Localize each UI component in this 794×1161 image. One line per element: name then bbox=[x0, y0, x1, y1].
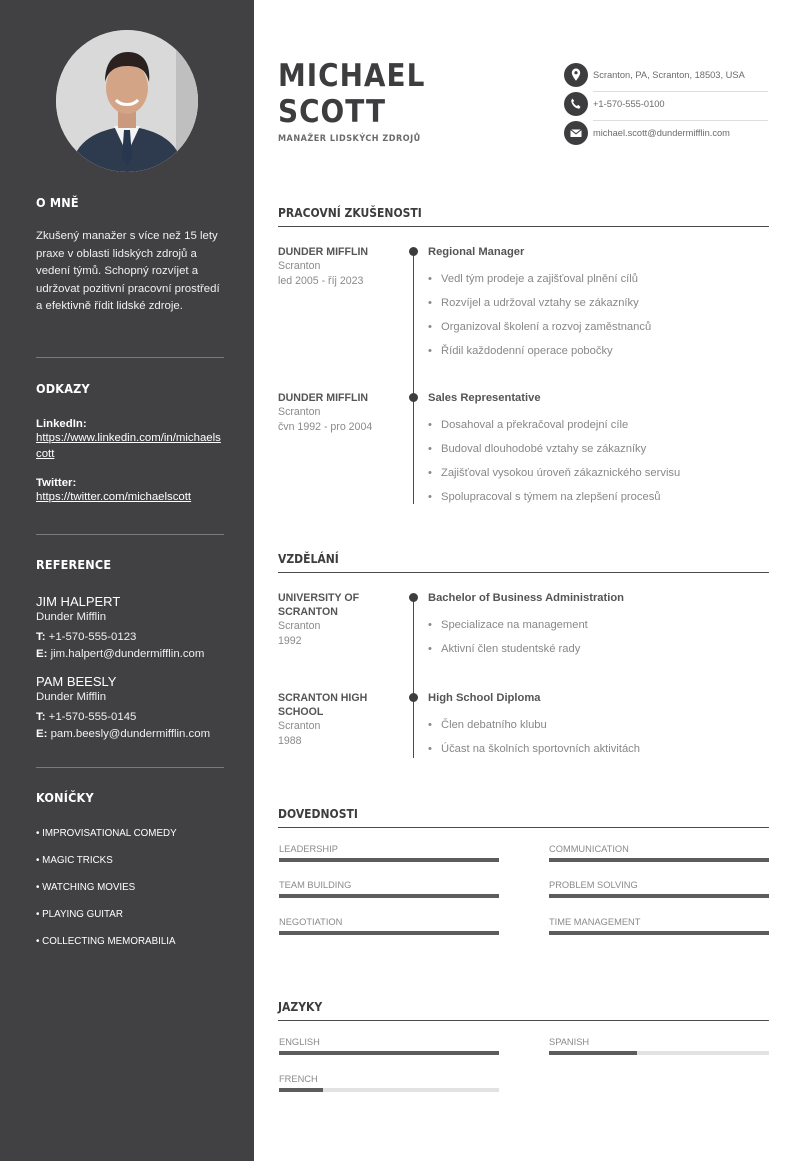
reference-company: Dunder Mifflin bbox=[36, 691, 107, 703]
contact-phone bbox=[564, 91, 768, 120]
experience-meta bbox=[278, 245, 396, 289]
divider bbox=[36, 534, 224, 535]
education-title: VZDĚLÁNÍ bbox=[278, 552, 769, 573]
skill-item bbox=[279, 844, 499, 862]
language-item bbox=[279, 1074, 499, 1092]
phone-icon bbox=[564, 92, 588, 116]
skill-bar-fill bbox=[549, 931, 769, 935]
skill-bar-fill bbox=[549, 858, 769, 862]
skill-bar bbox=[279, 894, 499, 898]
job-bullet: • Organizoval školení a rozvoj zaměstnanců bbox=[428, 315, 768, 339]
school-dates: 1992 bbox=[278, 635, 302, 647]
language-bar bbox=[549, 1051, 769, 1055]
twitter-link[interactable]: https://twitter.com/michaelscott bbox=[36, 491, 192, 503]
hobby-item: • IMPROVISATIONAL COMEDY bbox=[36, 828, 177, 839]
skill-item bbox=[549, 844, 769, 862]
skill-item bbox=[549, 880, 769, 898]
job-position: Regional Manager bbox=[428, 246, 525, 258]
education-bullet: • Člen debatního klubu bbox=[428, 713, 768, 737]
experience-title: PRACOVNÍ ZKUŠENOSTI bbox=[278, 206, 769, 227]
links-section bbox=[36, 381, 224, 505]
reference-phone: +1-570-555-0123 bbox=[48, 631, 137, 643]
hobbies-section bbox=[36, 790, 224, 963]
reference-item bbox=[36, 594, 224, 662]
language-item bbox=[279, 1037, 499, 1055]
skill-bar bbox=[279, 858, 499, 862]
divider bbox=[36, 357, 224, 358]
reference-email: jim.halpert@dundermifflin.com bbox=[50, 647, 205, 660]
about-title: O MNĚ bbox=[36, 195, 79, 210]
envelope-icon bbox=[564, 121, 588, 145]
skill-label: COMMUNICATION bbox=[549, 844, 629, 854]
degree: Bachelor of Business Administration bbox=[428, 592, 625, 604]
linkedin-link[interactable]: https://www.linkedin.com/in/michaelscott bbox=[36, 432, 221, 460]
skill-label: TIME MANAGEMENT bbox=[549, 917, 641, 927]
reference-phone: +1-570-555-0145 bbox=[48, 711, 137, 723]
education-meta bbox=[278, 591, 396, 649]
job-bullet: • Spolupracoval s týmem na zlepšení procesů bbox=[428, 485, 768, 509]
company-name: DUNDER MIFFLIN bbox=[278, 392, 369, 404]
language-item bbox=[549, 1037, 769, 1055]
skill-bar-fill bbox=[279, 931, 499, 935]
school-name: UNIVERSITY OF SCRANTON bbox=[278, 592, 360, 618]
profile-photo bbox=[56, 30, 198, 172]
reference-email: pam.beesly@dundermifflin.com bbox=[50, 727, 211, 740]
skill-item bbox=[549, 917, 769, 935]
skill-bar bbox=[549, 858, 769, 862]
school-dates: 1988 bbox=[278, 735, 302, 747]
reference-name: JIM HALPERT bbox=[36, 594, 121, 609]
reference-company: Dunder Mifflin bbox=[36, 611, 107, 623]
timeline-dot bbox=[409, 693, 418, 702]
skill-label: LEADERSHIP bbox=[279, 844, 338, 854]
experience-details bbox=[428, 391, 768, 509]
language-bar bbox=[279, 1051, 499, 1055]
skill-label: NEGOTIATION bbox=[279, 917, 343, 927]
school-name: SCRANTON HIGH SCHOOL bbox=[278, 692, 368, 718]
job-bullet: • Rozvíjel a udržoval vztahy se zákazníky bbox=[428, 291, 768, 315]
job-position: Sales Representative bbox=[428, 392, 541, 404]
skill-item bbox=[279, 880, 499, 898]
company-name: DUNDER MIFFLIN bbox=[278, 246, 369, 258]
reference-phone-label: T: bbox=[36, 711, 46, 723]
reference-item bbox=[36, 674, 224, 742]
language-bar bbox=[279, 1088, 499, 1092]
twitter-label: Twitter: bbox=[36, 477, 77, 489]
experience-meta bbox=[278, 391, 396, 435]
experience-details bbox=[428, 245, 768, 363]
education-bullet: • Aktivní člen studentské rady bbox=[428, 637, 768, 661]
job-bullet: • Vedl tým prodeje a zajišťoval plnění cílů bbox=[428, 267, 768, 291]
education-details bbox=[428, 691, 768, 761]
degree: High School Diploma bbox=[428, 692, 541, 704]
address-text: Scranton, PA, Scranton, 18503, USA bbox=[593, 70, 745, 80]
education-meta bbox=[278, 691, 396, 749]
hobby-item: • MAGIC TRICKS bbox=[36, 855, 113, 866]
language-bar-fill bbox=[549, 1051, 637, 1055]
skills-title: DOVEDNOSTI bbox=[278, 807, 769, 828]
hobbies-title: KONÍČKY bbox=[36, 790, 94, 805]
job-bullet: • Dosahoval a překračoval prodejní cíle bbox=[428, 413, 768, 437]
skill-label: TEAM BUILDING bbox=[279, 880, 352, 890]
skill-bar-fill bbox=[279, 894, 499, 898]
timeline-dot bbox=[409, 593, 418, 602]
skill-label: PROBLEM SOLVING bbox=[549, 880, 638, 890]
phone-text: +1-570-555-0100 bbox=[593, 99, 665, 109]
reference-email-label: E: bbox=[36, 647, 48, 660]
last-name: SCOTT bbox=[278, 94, 387, 130]
job-bullet: • Řídil každodenní operace pobočky bbox=[428, 339, 768, 363]
contact-email bbox=[564, 120, 768, 149]
experience-timeline bbox=[413, 251, 414, 504]
job-dates: čvn 1992 - pro 2004 bbox=[278, 421, 373, 433]
references-title: REFERENCE bbox=[36, 557, 112, 572]
skill-bar bbox=[279, 931, 499, 935]
timeline-dot bbox=[409, 247, 418, 256]
education-timeline bbox=[413, 597, 414, 758]
job-dates: led 2005 - říj 2023 bbox=[278, 275, 364, 287]
company-location: Scranton bbox=[278, 406, 321, 418]
references-section bbox=[36, 557, 224, 742]
email-text[interactable]: michael.scott@dundermifflin.com bbox=[593, 128, 730, 138]
divider bbox=[36, 767, 224, 768]
school-location: Scranton bbox=[278, 620, 321, 632]
full-name bbox=[278, 58, 425, 130]
education-details bbox=[428, 591, 768, 661]
job-role: MANAŽER LIDSKÝCH ZDROJŮ bbox=[278, 134, 421, 144]
profile-photo-illustration bbox=[56, 30, 198, 172]
about-section bbox=[36, 195, 224, 316]
languages-title: JAZYKY bbox=[278, 1000, 769, 1021]
language-label: ENGLISH bbox=[279, 1037, 320, 1047]
location-pin-icon bbox=[564, 63, 588, 87]
contact-address bbox=[564, 62, 768, 91]
linkedin-label: LinkedIn: bbox=[36, 418, 87, 430]
skill-bar-fill bbox=[279, 858, 499, 862]
education-bullet: • Účast na školních sportovních aktivitách bbox=[428, 737, 768, 761]
reference-phone-label: T: bbox=[36, 631, 46, 643]
timeline-dot bbox=[409, 393, 418, 402]
skill-bar bbox=[549, 894, 769, 898]
language-bar-fill bbox=[279, 1088, 323, 1092]
hobby-item: • PLAYING GUITAR bbox=[36, 909, 123, 920]
links-title: ODKAZY bbox=[36, 381, 90, 396]
hobby-item: • COLLECTING MEMORABILIA bbox=[36, 936, 176, 947]
reference-name: PAM BEESLY bbox=[36, 674, 117, 689]
first-name: MICHAEL bbox=[278, 58, 426, 94]
school-location: Scranton bbox=[278, 720, 321, 732]
skill-bar bbox=[549, 931, 769, 935]
language-label: FRENCH bbox=[279, 1074, 318, 1084]
reference-email-label: E: bbox=[36, 727, 48, 740]
education-bullet: • Specializace na management bbox=[428, 613, 768, 637]
hobby-item: • WATCHING MOVIES bbox=[36, 882, 136, 893]
language-bar-fill bbox=[279, 1051, 499, 1055]
job-bullet: • Zajišťoval vysokou úroveň zákaznického servisu bbox=[428, 461, 768, 485]
skill-item bbox=[279, 917, 499, 935]
job-bullet: • Budoval dlouhodobé vztahy se zákazníky bbox=[428, 437, 768, 461]
skill-bar-fill bbox=[549, 894, 769, 898]
company-location: Scranton bbox=[278, 260, 321, 272]
language-label: SPANISH bbox=[549, 1037, 590, 1047]
about-text: Zkušený manažer s více než 15 lety praxe v oblasti lidských zdrojů a vedení týmů. Schopný rozvíjet a udržovat pozitivní pracovní prostředí a efektivně řídit lidské zdroje. bbox=[36, 230, 220, 312]
